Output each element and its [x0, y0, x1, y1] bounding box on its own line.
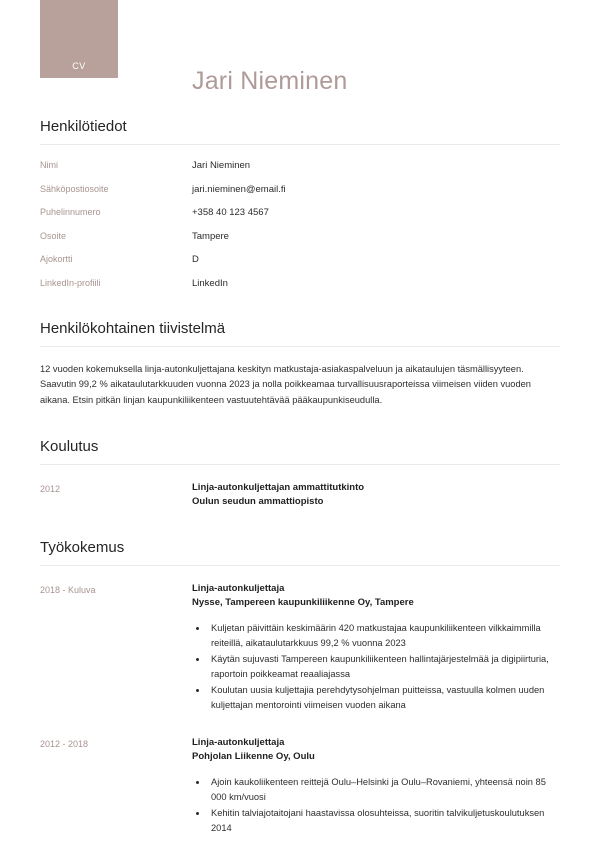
section-title-experience: Työkokemus — [40, 539, 125, 556]
personal-detail-value: jari.nieminen@email.fi — [192, 183, 286, 195]
experience-entry-bullets — [192, 621, 560, 713]
experience-entry-date: 2018 - Kuluva — [40, 585, 96, 595]
experience-bullet: • Kuljetan päivittäin keskimäärin 420 matkustajaa kaupunkiliikenteen vilkkaimmilla reiteillä, aikataulutarkkuus 99,2 % vuonna 2023 — [208, 621, 560, 651]
experience-bullet: • Koulutan uusia kuljettajia perehdytysohjelman puitteissa, vastuulla kolmen uuden kuljettajan mentorointi viimeisen vuoden aikana — [208, 683, 560, 713]
experience-entry-title: Linja-autonkuljettaja — [192, 583, 285, 594]
section-title-summary: Henkilökohtainen tiivistelmä — [40, 319, 226, 337]
personal-detail-label: LinkedIn-profiili — [40, 277, 101, 288]
education-entry-title: Linja-autonkuljettajan ammattitutkinto — [192, 482, 365, 493]
education-entry — [40, 481, 560, 509]
experience-entry-organization: Pohjolan Liikenne Oy, Oulu — [192, 751, 315, 762]
section-education — [40, 438, 560, 509]
experience-entry-bullets — [192, 775, 560, 836]
education-entry-organization: Oulun seudun ammattiopisto — [192, 496, 324, 507]
experience-bullet: • Ajoin kaukoliikenteen reittejä Oulu–Helsinki ja Oulu–Rovaniemi, yhteensä noin 85 000 km/vuosi — [208, 775, 560, 805]
section-title-personal-details: Henkilötiedot — [40, 118, 127, 135]
section-title-education: Koulutus — [40, 438, 99, 455]
personal-detail-label: Nimi — [40, 160, 58, 170]
personal-detail-row — [40, 277, 560, 290]
experience-entry — [40, 582, 560, 714]
education-entry-body — [192, 481, 560, 509]
section-divider — [40, 565, 560, 566]
candidate-name: Jari Nieminen — [192, 66, 348, 95]
section-divider — [40, 144, 560, 145]
personal-detail-label: Sähköpostiosoite — [40, 183, 109, 194]
cv-header — [0, 0, 600, 100]
section-divider — [40, 464, 560, 465]
personal-details-list — [40, 159, 560, 290]
experience-entry-organization: Nysse, Tampereen kaupunkiliikenne Oy, Tampere — [192, 597, 414, 608]
personal-detail-row — [40, 159, 560, 172]
experience-bullet: • Käytän sujuvasti Tampereen kaupunkiliikenteen hallintajärjestelmää ja digipiirturia, raportoin poikkeamat reaaliajassa — [208, 652, 560, 682]
personal-detail-value: +358 40 123 4567 — [192, 207, 269, 218]
cv-badge-label: CV — [72, 61, 86, 71]
section-personal-details — [40, 118, 560, 290]
personal-detail-label: Ajokortti — [40, 254, 73, 264]
personal-detail-row — [40, 253, 560, 266]
personal-detail-value: Tampere — [192, 230, 229, 242]
personal-detail-label: Puhelinnumero — [40, 207, 101, 217]
personal-detail-label: Osoite — [40, 230, 67, 241]
personal-detail-value: Jari Nieminen — [192, 160, 251, 171]
section-experience — [40, 539, 560, 837]
experience-entry — [40, 736, 560, 837]
experience-entry-date: 2012 - 2018 — [40, 739, 89, 749]
linkedin-profile-value[interactable]: LinkedIn — [192, 277, 228, 289]
personal-detail-row — [40, 183, 560, 196]
section-summary — [40, 320, 560, 409]
experience-entry-body — [192, 736, 560, 837]
education-entry-date: 2012 — [40, 484, 61, 494]
section-divider — [40, 346, 560, 347]
personal-detail-row — [40, 206, 560, 219]
experience-entry-body — [192, 582, 560, 714]
experience-bullet: • Kehitin talviajotaitojani haastavissa olosuhteissa, suoritin talvikuljetuskoulutuksen 2014 — [208, 806, 560, 836]
summary-text: 12 vuoden kokemuksella linja-autonkuljettajana keskityn matkustaja-asiakaspalveluun ja aikataulujen täsmällisyyteen. Saavutin 99,2 % aikataulutarkkuuden vuonna 2023 ja nolla poikkeamaa turvallisuusraporteissa viimeisen viiden vuoden aikana. Etsin pitkän linjan kaupunkiliikenteen vastuutehtävää pääkaupunkiseudulla. — [40, 363, 531, 405]
personal-detail-value: D — [192, 254, 199, 265]
experience-entry-title: Linja-autonkuljettaja — [192, 737, 285, 748]
personal-detail-row — [40, 230, 560, 243]
cv-badge — [40, 0, 118, 78]
